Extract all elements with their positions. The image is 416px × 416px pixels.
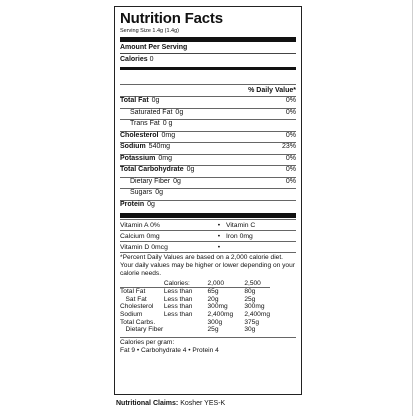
amount-per-serving: Amount Per Serving <box>120 44 188 51</box>
table-header-cell: Calories: <box>164 280 208 288</box>
table-row <box>120 319 270 327</box>
table-cell: 65g <box>207 288 219 296</box>
nutrient-left <box>120 166 194 174</box>
serving-size: Serving Size 1.4g (1.4g) <box>120 28 180 34</box>
table-cell: 375g <box>244 318 259 326</box>
divider-thick <box>120 213 296 218</box>
nutrient-left <box>120 189 163 197</box>
table-cell: Sat Fat <box>120 295 147 303</box>
vitamin-right <box>226 242 296 252</box>
table-cell: 30g <box>244 326 256 334</box>
nutrient-amount: 0mg <box>161 131 176 139</box>
table-cell: Less than <box>163 303 193 311</box>
vitamin-separator: • <box>217 233 221 240</box>
nutrient-row <box>120 154 296 166</box>
nutritional-claims <box>116 400 225 407</box>
vitamin-left: Vitamin A 0% <box>120 222 160 229</box>
nutrient-amount: 0g <box>186 166 195 173</box>
nutrient-left <box>120 143 170 151</box>
nutrient-amount: 0g <box>173 177 181 185</box>
nutrient-left <box>120 109 183 117</box>
vitamin-row <box>120 230 296 241</box>
vitamin-left: Calcium 0mg <box>120 233 160 240</box>
vitamin-row <box>120 241 296 252</box>
table-cell: Less than <box>163 295 193 303</box>
table-row <box>120 303 270 311</box>
table-cell: 300g <box>207 318 223 326</box>
daily-value-header: % Daily Value* <box>120 84 296 96</box>
nutrient-label: Saturated Fat <box>130 108 173 116</box>
nutrient-amount: 0g <box>155 189 163 196</box>
nutrient-daily-value: 0% <box>285 177 296 185</box>
nutrient-row <box>120 165 296 177</box>
table-cell: 25g <box>244 295 256 303</box>
calories-per-gram-values: Fat 9 • Carbohydrate 4 • Protein 4 <box>120 346 219 354</box>
table-cell: 25g <box>207 326 219 334</box>
nutrient-daily-value: 0% <box>285 97 296 104</box>
calories-row <box>120 53 296 66</box>
nutrient-row <box>120 108 296 120</box>
table-row <box>120 288 270 296</box>
table-row <box>120 296 270 304</box>
nutrient-label: Total Carbohydrate <box>120 166 184 173</box>
nutrient-left <box>120 155 172 163</box>
table-cell: 80g <box>244 288 256 296</box>
table-cell: 2,400mg <box>244 310 270 318</box>
nutrient-label: Total Fat <box>120 97 149 104</box>
nutrient-amount: 0g <box>147 200 155 208</box>
nutrient-daily-value: 0% <box>285 108 296 116</box>
table-cell: Sodium <box>120 310 143 318</box>
nutrient-row <box>120 96 296 108</box>
table-cell <box>164 319 208 327</box>
table-cell: 300mg <box>244 303 265 311</box>
nutrient-row <box>120 200 296 212</box>
vitamin-right: Vitamin C <box>226 222 256 229</box>
table-cell <box>164 326 208 334</box>
calories-value: 0 <box>149 56 154 63</box>
nutrient-daily-value: 23% <box>281 143 296 150</box>
vitamin-right: Iron 0mg <box>226 233 253 240</box>
vitamin-separator: • <box>217 244 221 251</box>
table-header-cell: 2,000 <box>208 280 245 288</box>
claims-label: Nutritional Claims: <box>116 400 179 407</box>
claims-value: Kosher YES-K <box>180 400 226 407</box>
nutrient-daily-value: 0% <box>285 154 296 162</box>
page-scrollbar[interactable] <box>412 0 413 416</box>
nutrient-label: Dietary Fiber <box>130 177 171 185</box>
nutrient-row <box>120 119 296 131</box>
vitamin-left: Vitamin D 0mcg <box>120 244 168 251</box>
nutrient-left <box>120 120 172 128</box>
nutrient-daily-value: 0% <box>285 166 296 173</box>
nutrient-daily-value: 0% <box>285 131 296 139</box>
table-header-cell <box>120 280 164 288</box>
table-row <box>120 311 270 319</box>
calories-per-gram <box>120 337 296 355</box>
table-cell: Cholesterol <box>120 303 154 311</box>
nutrient-row <box>120 131 296 143</box>
daily-value-table-header <box>120 280 270 288</box>
table-cell: 2,400mg <box>207 310 234 318</box>
table-cell: 20g <box>207 295 219 303</box>
nutrient-amount: 0g <box>175 108 184 116</box>
table-cell: Dietary Fiber <box>120 326 164 334</box>
table-row <box>120 326 270 334</box>
calories-per-gram-title: Calories per gram: <box>120 338 175 346</box>
table-cell: Less than <box>163 288 193 296</box>
nutrient-label: Sugars <box>130 189 153 196</box>
table-cell: Total Carbs. <box>120 318 156 326</box>
nutrient-label: Potassium <box>120 154 156 162</box>
nutrient-left <box>120 201 155 209</box>
label-title: Nutrition Facts <box>120 10 223 27</box>
nutrient-left <box>120 132 175 140</box>
footnote-text: *Percent Daily Values are based on a 2,000 calorie diet. Your daily values may be higher or lower depending on your calorie needs. <box>120 254 295 278</box>
nutrient-amount: 0 g <box>162 120 173 127</box>
vitamin-list <box>120 219 296 252</box>
calories-label: Calories <box>120 56 148 63</box>
nutrient-amount: 0mg <box>158 154 173 162</box>
nutrient-row <box>120 142 296 154</box>
nutrient-list <box>120 96 296 211</box>
divider-medium <box>120 67 296 70</box>
nutrition-label <box>114 6 302 395</box>
nutrient-left <box>120 178 181 186</box>
nutrient-row <box>120 177 296 189</box>
table-cell: Total Fat <box>120 288 146 296</box>
footnote <box>120 252 296 334</box>
table-header-cell: 2,500 <box>244 280 270 288</box>
nutrient-label: Sodium <box>120 143 146 150</box>
table-cell: Less than <box>163 310 193 318</box>
nutrient-label: Protein <box>120 200 145 208</box>
nutrient-label: Trans Fat <box>130 120 160 127</box>
nutrient-amount: 0g <box>151 97 160 104</box>
vitamin-row <box>120 219 296 230</box>
divider-thick <box>120 37 296 42</box>
nutrient-label: Cholesterol <box>120 131 159 139</box>
nutrient-amount: 540mg <box>148 143 171 150</box>
table-cell: 300mg <box>207 303 228 311</box>
daily-value-table <box>120 280 270 334</box>
nutrient-left <box>120 97 159 105</box>
vitamin-separator: • <box>217 222 221 229</box>
nutrient-row <box>120 188 296 200</box>
